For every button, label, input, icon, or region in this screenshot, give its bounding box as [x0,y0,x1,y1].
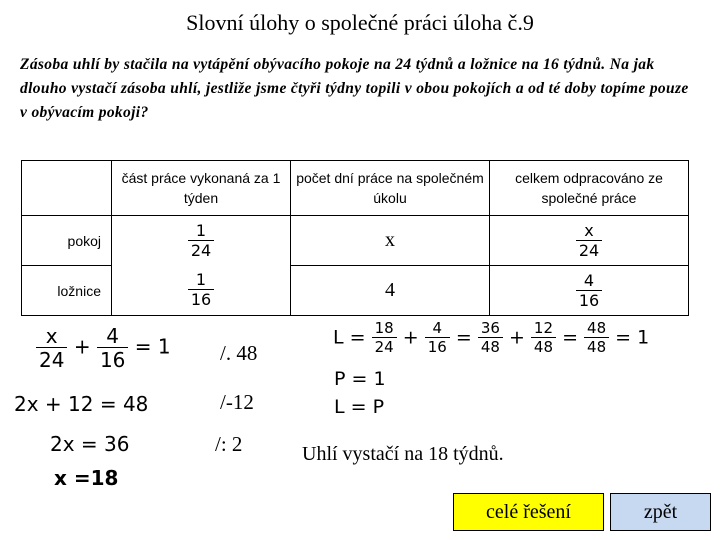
part-cell [112,216,291,266]
header-empty-cell [22,161,112,216]
plus-sign: + [73,334,91,359]
fraction [36,326,67,370]
back-button[interactable]: zpět [610,493,711,531]
work-table [21,160,689,316]
fraction [372,321,397,355]
denominator: 16 [576,290,602,309]
denominator: 48 [531,337,556,355]
step-divide: /: 2 [215,432,243,456]
total-cell [490,266,689,316]
table-row [22,216,689,266]
denominator: 24 [188,240,214,259]
numerator: 12 [533,319,554,337]
days-cell: x [291,216,490,266]
fraction [425,321,450,355]
fraction [576,270,602,310]
fraction [478,321,503,355]
numerator: 1 [195,220,207,240]
denominator: 48 [584,337,609,355]
check-line-3: L = P [334,396,385,418]
equals-sign: = [562,326,578,349]
plus-sign: + [402,326,419,349]
equation-3: 2x = 36 [50,432,130,456]
check-line-2: P = 1 [334,368,386,390]
numerator: 48 [587,319,607,337]
equation-rhs: = 1 [615,326,650,349]
check-line-1 [333,321,649,355]
fraction [188,272,214,308]
fraction [531,321,556,355]
fraction [584,321,609,355]
numerator: x [584,220,594,240]
equals-sign: = [455,326,472,349]
fraction [97,326,128,370]
row-label-pokoj: pokoj [22,216,112,266]
part-cell [112,266,291,316]
conclusion-text: Uhlí vystačí na 18 týdnů. [302,443,504,465]
denominator: 24 [36,347,67,370]
denominator: 16 [425,337,450,355]
numerator: 36 [480,319,500,337]
denominator: 48 [478,337,503,355]
equation-4-result: x =18 [54,466,119,490]
row-label-loznice: ložnice [22,266,112,316]
numerator: 4 [432,319,443,337]
days-cell: 4 [291,266,490,316]
total-cell [490,216,689,266]
equation-1 [36,326,171,370]
header-total-work: celkem odpracováno ze společné práce [490,161,689,216]
page-title: Slovní úlohy o společné práci úloha č.9 [186,10,534,35]
fraction [188,220,214,260]
denominator: 24 [576,240,602,259]
denominator: 16 [188,289,214,308]
plus-sign: + [508,326,525,349]
numerator: x [45,324,58,348]
full-solution-button[interactable]: celé řešení [453,493,604,531]
numerator: 1 [195,270,207,290]
lhs-label: L = [333,326,366,349]
header-days-of-work: počet dní práce na společném úkolu [291,161,490,216]
table-header-row [22,161,689,216]
table-row [22,266,689,316]
numerator: 18 [374,319,394,337]
step-subtract: /-12 [220,390,254,414]
denominator: 24 [372,337,397,355]
header-part-per-week: část práce vykonaná za 1 týden [112,161,291,216]
equation-2: 2x + 12 = 48 [14,392,149,416]
fraction [576,220,602,260]
problem-text: Zásoba uhlí by stačila na vytápění obývacího pokoje na 24 týdnů a ložnice na 16 týdnů. Na jak dlouho vystačí zásoba uhlí, jestliže jsme čtyři týdny topili v obou pokojích a od té doby topíme pouze v obývacím pokoji? [20,56,689,121]
numerator: 4 [106,324,120,348]
equation-rhs: = 1 [134,334,171,359]
step-multiply: /. 48 [220,341,258,365]
denominator: 16 [97,347,128,370]
numerator: 4 [583,270,595,290]
